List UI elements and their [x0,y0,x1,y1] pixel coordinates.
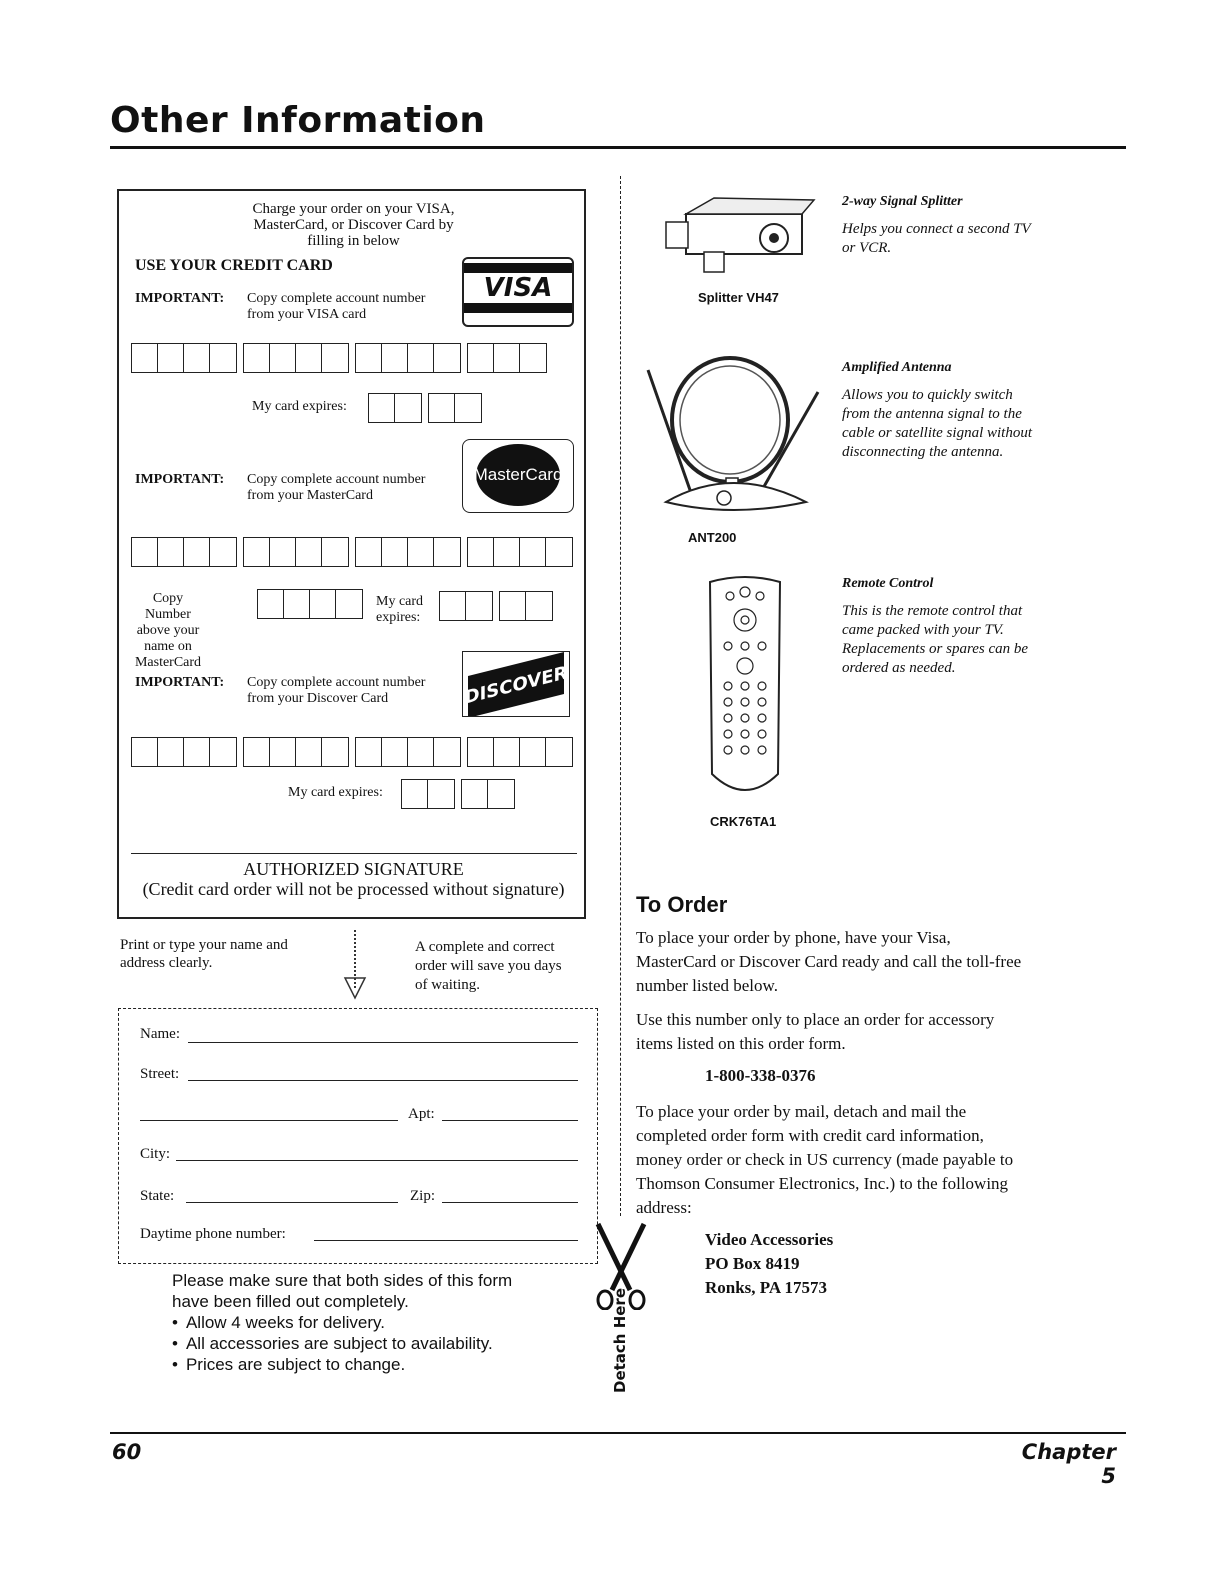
use-credit-card-label: USE YOUR CREDIT CARD [135,257,333,274]
street-label: Street: [140,1066,180,1082]
name-label: Name: [140,1026,180,1042]
zip-field[interactable] [442,1202,578,1203]
intro-line: MasterCard, or Discover Card by [253,217,454,233]
chapter-label: Chapter 5 [1021,1440,1116,1488]
splitter-image [664,192,824,274]
note-line: order will save you days [415,958,562,974]
description-line: came packed with your TV. [842,622,1004,638]
digit-group[interactable] [131,537,237,567]
to-order-phone-paragraph [636,926,1021,998]
visa-logo-bar [464,303,572,313]
to-order-usage-paragraph [636,1008,994,1056]
description-line: Allows you to quickly switch [842,387,1013,403]
description-line: ordered as needed. [842,660,956,676]
expiry-month[interactable] [368,393,422,423]
signature-line[interactable] [131,853,577,854]
antenna-image [640,352,824,520]
note-line: have been filled out completely. [172,1292,409,1311]
paragraph-line: Use this number only to place an order for accessory [636,1010,995,1029]
note-line: A complete and correct [415,939,555,955]
mastercard-expires-label [376,594,423,626]
digit-group[interactable] [355,343,461,373]
digit-group[interactable] [131,737,237,767]
visa-logo-text: VISA [483,273,553,303]
note-line: Copy Number [145,591,191,622]
description-line: Helps you connect a second TV [842,221,1031,237]
visa-instructions [247,291,425,323]
detach-line [620,176,621,1216]
title-divider [110,146,1126,149]
paragraph-line: completed order form with credit card information, [636,1126,984,1145]
address-line: PO Box 8419 [705,1254,800,1273]
form-notes [172,1270,512,1375]
digit-group[interactable] [243,537,349,567]
state-field[interactable] [186,1202,398,1203]
expiry-year[interactable] [499,591,553,621]
copy-number-note [133,591,203,671]
visa-logo-bar [464,263,572,273]
mailing-address [705,1228,833,1300]
bullet-icon: • [172,1355,178,1374]
note-line: Please make sure that both sides of this form [172,1271,513,1290]
digit-group[interactable] [467,343,547,373]
visa-expiry-boxes [368,393,482,423]
note-line: of waiting. [415,977,480,993]
product-description [842,386,1032,462]
note-bullet [172,1312,512,1333]
address-line: Video Accessories [705,1230,834,1249]
discover-instructions [247,675,425,707]
product-model: Splitter VH47 [698,290,779,305]
phone-field[interactable] [314,1240,578,1241]
city-label: City: [140,1146,171,1162]
complete-note [415,938,562,995]
note-line: Print or type your name and [120,937,288,953]
instruction-line: Copy complete account number [247,472,426,487]
code-group[interactable] [257,589,363,619]
mastercard-number-boxes [131,537,573,567]
signature-label: AUTHORIZED SIGNATURE [243,859,464,879]
label-line: My card [376,594,424,609]
description-line: disconnecting the antenna. [842,444,1004,460]
city-field[interactable] [176,1160,578,1161]
state-label: State: [140,1188,175,1204]
paragraph-line: To place your order by phone, have your Visa, [636,928,951,947]
discover-number-boxes [131,737,573,767]
footer-divider [110,1432,1126,1434]
zip-label: Zip: [410,1188,435,1204]
bullet-icon: • [172,1313,178,1332]
note-line: address clearly. [120,955,213,971]
digit-group[interactable] [131,343,237,373]
discover-expires-label: My card expires: [288,785,383,800]
description-line: This is the remote control that [842,603,1023,619]
street-field[interactable] [188,1080,578,1081]
credit-card-box [117,189,586,919]
order-phone-number[interactable]: 1-800-338-0376 [705,1066,816,1085]
mastercard-instructions [247,472,425,504]
label-line: expires: [376,610,421,625]
instruction-line: from your VISA card [247,307,367,322]
apt-label: Apt: [408,1106,435,1122]
down-arrow-icon [340,928,370,1000]
digit-group[interactable] [467,537,573,567]
expiry-month[interactable] [439,591,493,621]
paragraph-line: To place your order by mail, detach and mail the [636,1102,967,1121]
paragraph-line: number listed below. [636,976,778,995]
visa-logo [462,257,574,327]
instruction-line: Copy complete account number [247,675,426,690]
product-title: Remote Control [842,576,934,591]
paragraph-line: MasterCard or Discover Card ready and call the toll-free [636,952,1022,971]
product-title: Amplified Antenna [842,360,952,375]
description-line: cable or satellite signal without [842,425,1032,441]
bullet-icon: • [172,1334,178,1353]
street-line2-field[interactable] [140,1120,398,1121]
product-model: CRK76TA1 [710,814,777,829]
phone-label: Daytime phone number: [140,1226,286,1242]
bullet-text: Prices are subject to change. [185,1355,406,1374]
discover-expiry-boxes [401,779,515,809]
expiry-year[interactable] [428,393,482,423]
instruction-line: Copy complete account number [247,291,426,306]
bullet-text: All accessories are subject to availability. [185,1334,493,1353]
expiry-year[interactable] [461,779,515,809]
note-line: above your [136,623,200,638]
print-note [120,936,288,972]
digit-group[interactable] [355,737,461,767]
paragraph-line: address: [636,1198,692,1217]
mastercard-logo-text: MasterCard [476,444,560,506]
to-order-mail-paragraph [636,1100,1013,1220]
credit-card-intro [119,201,588,249]
digit-group[interactable] [243,737,349,767]
note-line: name on [144,639,192,654]
remote-control-image [702,574,788,806]
paragraph-line: items listed on this order form. [636,1034,846,1053]
description-line: from the antenna signal to the [842,406,1022,422]
visa-number-boxes [131,343,547,373]
product-title: 2-way Signal Splitter [842,194,963,209]
mastercard-logo [462,439,574,513]
detach-here-label: Detach Here [611,1287,629,1393]
description-line: Replacements or spares can be [842,641,1029,657]
visa-expires-label: My card expires: [252,399,347,414]
note-bullet [172,1354,512,1375]
discover-logo-text: DISCOVER [468,652,564,717]
name-field[interactable] [188,1042,578,1043]
page-number: 60 [112,1440,142,1464]
apt-field[interactable] [442,1120,578,1121]
important-label: IMPORTANT: [135,472,225,487]
discover-logo [462,651,570,717]
signature-note: (Credit card order will not be processed without signature) [142,879,565,899]
address-line: Ronks, PA 17573 [705,1278,828,1297]
mastercard-expiry-boxes [439,591,553,621]
instruction-line: from your MasterCard [247,488,373,503]
important-label: IMPORTANT: [135,291,225,306]
paragraph-line: money order or check in US currency (made payable to [636,1150,1014,1169]
digit-group[interactable] [467,737,573,767]
intro-line: filling in below [307,233,400,249]
mastercard-code-boxes [257,589,363,619]
note-line: MasterCard [134,655,202,670]
page-title: Other Information [110,100,486,141]
important-label: IMPORTANT: [135,675,225,690]
description-line: or VCR. [842,240,892,256]
product-model: ANT200 [688,530,737,545]
digit-group[interactable] [243,343,349,373]
instruction-line: from your Discover Card [247,691,389,706]
to-order-heading: To Order [636,892,728,917]
bullet-text: Allow 4 weeks for delivery. [185,1313,385,1332]
expiry-month[interactable] [401,779,455,809]
intro-line: Charge your order on your VISA, [252,201,455,217]
product-description [842,220,1031,258]
paragraph-line: Thomson Consumer Electronics, Inc.) to the following [636,1174,1009,1193]
note-bullet [172,1333,512,1354]
product-description [842,602,1028,678]
digit-group[interactable] [355,537,461,567]
